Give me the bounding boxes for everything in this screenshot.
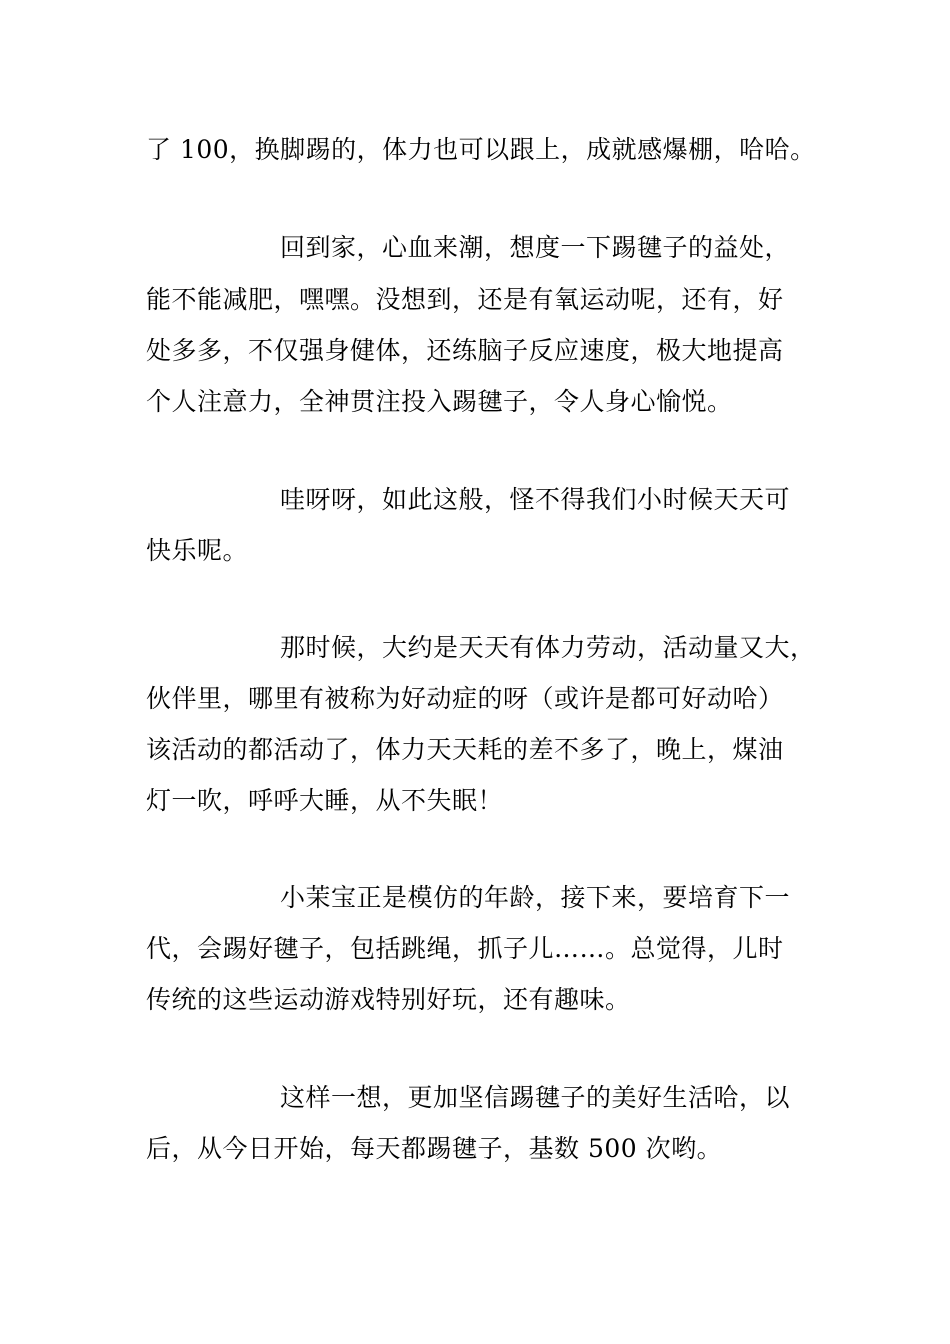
paragraph-5-line-2: 代，会踢好毽子，包括跳绳，抓子儿……。总觉得，儿时 [146, 934, 784, 963]
paragraph-4-line-1: 那时候，大约是天天有体力劳动，活动量又大， [280, 633, 816, 662]
paragraph-6-line-1: 这样一想，更加坚信踢毽子的美好生活哈，以 [280, 1083, 791, 1112]
paragraph-2-line-3: 处多多，不仅强身健体，还练脑子反应速度，极大地提高 [146, 336, 784, 365]
paragraph-1-line-1: 了 100，换脚踢的，体力也可以跟上，成就感爆棚，哈哈。 [146, 135, 816, 164]
paragraph-2-line-2: 能不能减肥，嘿嘿。没想到，还是有氧运动呢，还有，好 [146, 285, 784, 314]
paragraph-3-line-2: 快乐呢。 [146, 536, 249, 565]
paragraph-2-line-4: 个人注意力，全神贯注投入踢毽子，令人身心愉悦。 [146, 387, 733, 416]
paragraph-2-line-1: 回到家，心血来潮，想度一下踢毽子的益处， [280, 233, 791, 262]
paragraph-4-line-2: 伙伴里，哪里有被称为好动症的呀（或许是都可好动哈） [146, 684, 784, 713]
paragraph-4-line-4: 灯一吹，呼呼大睡，从不失眠！ [146, 786, 504, 815]
paragraph-3-line-1: 哇呀呀，如此这般，怪不得我们小时候天天可 [280, 485, 791, 514]
paragraph-6-line-2: 后，从今日开始，每天都踢毽子，基数 500 次哟。 [146, 1134, 723, 1163]
paragraph-5-line-1: 小茉宝正是模仿的年龄，接下来，要培育下一 [280, 883, 791, 912]
paragraph-5-line-3: 传统的这些运动游戏特别好玩，还有趣味。 [146, 985, 631, 1014]
paragraph-4-line-3: 该活动的都活动了，体力天天耗的差不多了，晚上，煤油 [146, 735, 784, 764]
